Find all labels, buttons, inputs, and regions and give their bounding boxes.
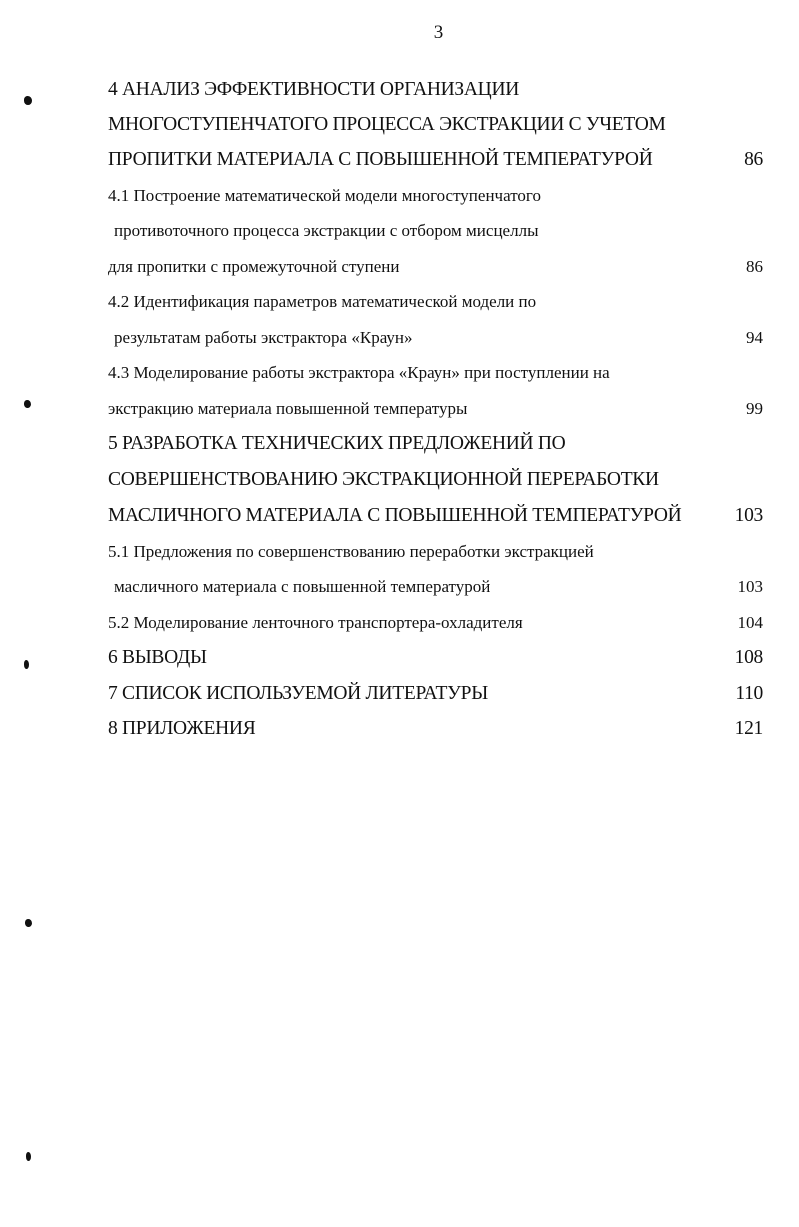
toc-line-heading-5-part-3 [0,501,799,531]
toc-line-heading-7 [0,679,799,709]
toc-line-section-5-2 [0,608,799,638]
toc-page-number: 99 [746,399,763,418]
binder-hole-mark [24,400,31,408]
toc-line-heading-5-part-2 [0,465,799,495]
toc-line-text: СОВЕРШЕНСТВОВАНИЮ ЭКСТРАКЦИОННОЙ ПЕРЕРАБОТКИ [108,469,659,490]
toc-line-heading-8 [0,714,799,744]
toc-page-number: 94 [746,328,763,347]
toc-line-text: МАСЛИЧНОГО МАТЕРИАЛА С ПОВЫШЕННОЙ ТЕМПЕРАТУРОЙ [108,505,682,526]
binder-hole-mark [25,919,32,927]
toc-page-number: 108 [734,647,763,668]
toc-page-number: 104 [737,613,763,632]
toc-line-text: 7 СПИСОК ИСПОЛЬЗУЕМОЙ ЛИТЕРАТУРЫ [108,683,488,704]
toc-page-number: 86 [744,149,763,170]
toc-line-section-5-1-part-1 [0,537,799,567]
toc-line-section-4-1-part-3 [0,252,799,282]
page-number: 3 [433,22,444,43]
toc-line-text: ПРОПИТКИ МАТЕРИАЛА С ПОВЫШЕННОЙ ТЕМПЕРАТУРОЙ [108,149,653,170]
toc-line-text: противоточного процесса экстракции с отбором мисцеллы [114,221,539,240]
toc-line-heading-4-part-2 [0,110,799,140]
toc-page-number: 103 [734,505,763,526]
toc-line-heading-4-part-3 [0,145,799,175]
binder-hole-mark [26,1152,31,1161]
toc-line-text: 5.2 Моделирование ленточного транспортера-охладителя [108,613,523,632]
toc-line-section-4-3-part-2 [0,394,799,424]
toc-page-number: 121 [734,718,763,739]
toc-line-text: 8 ПРИЛОЖЕНИЯ [108,718,256,739]
toc-line-text: 4.1 Построение математической модели многоступенчатого [108,186,541,205]
toc-line-text: для пропитки с промежуточной ступени [108,257,400,276]
toc-line-heading-4-part-1 [0,75,799,105]
toc-line-section-4-1-part-1 [0,181,799,211]
toc-line-text: экстракцию материала повышенной температуры [108,399,468,418]
toc-line-text: 4.3 Моделирование работы экстрактора «Краун» при поступлении на [108,363,610,382]
toc-line-text: результатам работы экстрактора «Краун» [114,328,413,347]
binder-hole-mark [24,660,29,669]
toc-line-section-4-2-part-1 [0,287,799,317]
toc-line-section-5-1-part-2 [0,572,799,602]
toc-page-number: 86 [746,257,763,276]
toc-line-section-4-3-part-1 [0,358,799,388]
toc-page-number: 110 [735,683,763,704]
toc-line-text: МНОГОСТУПЕНЧАТОГО ПРОЦЕССА ЭКСТРАКЦИИ С УЧЕТОМ [108,114,666,135]
toc-line-text: 4 АНАЛИЗ ЭФФЕКТИВНОСТИ ОРГАНИЗАЦИИ [108,79,520,100]
toc-line-heading-5-part-1 [0,429,799,459]
toc-line-text: масличного материала с повышенной температурой [114,577,491,596]
toc-line-text: 5 РАЗРАБОТКА ТЕХНИЧЕСКИХ ПРЕДЛОЖЕНИЙ ПО [108,433,566,454]
toc-line-section-4-1-part-2 [0,216,799,246]
toc-line-section-4-2-part-2 [0,323,799,353]
toc-line-text: 5.1 Предложения по совершенствованию переработки экстракцией [108,542,594,561]
toc-line-heading-6 [0,643,799,673]
toc-line-text: 4.2 Идентификация параметров математической модели по [108,292,537,311]
toc-line-text: 6 ВЫВОДЫ [108,647,207,668]
binder-hole-mark [24,96,32,105]
toc-page-number: 103 [737,577,763,596]
